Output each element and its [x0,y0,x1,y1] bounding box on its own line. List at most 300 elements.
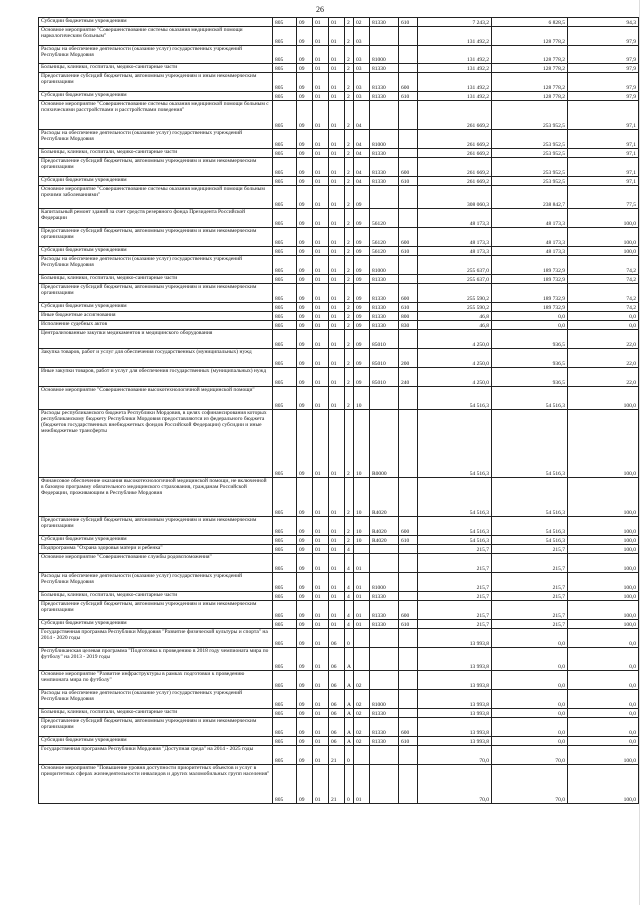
table-row [39,573,639,592]
direction-code-cell: 81330 [370,737,399,746]
event-code-cell: 03 [354,46,370,64]
planned-amount-cell: 13 993,8 [418,671,492,690]
ministry-code-cell: 805 [273,765,297,804]
direction-code-cell: 81330 [370,149,399,158]
table-row [39,601,639,620]
subprogram-code-cell: 2 [345,18,354,27]
event-code-cell: 02 [354,690,370,709]
budget-execution-table [38,17,639,804]
expense-type-code-cell [399,545,418,554]
subprogram-code-cell: 2 [345,256,354,275]
executed-amount-cell: 0,0 [492,629,568,648]
executed-amount-cell: 215,7 [492,554,568,573]
row-name-cell: Основное мероприятие "Совершенствование высокотехнологичной медицинской помощи" [39,387,273,410]
expense-type-code-cell [399,149,418,158]
planned-amount-cell: 54 516,3 [418,410,492,478]
percent-executed-cell: 97,9 [568,27,639,46]
percent-executed-cell: 100,0 [568,517,639,536]
row-name-cell: Предоставление субсидий бюджетным, автономным учреждениям и иным некоммерческим организациям [39,601,273,620]
event-code-cell: 09 [354,186,370,209]
table-row [39,545,639,554]
ministry-code-cell: 805 [273,410,297,478]
subsection-code-cell: 01 [313,545,329,554]
program-code-cell: 01 [329,228,345,247]
executed-amount-cell: 936,5 [492,349,568,368]
direction-code-cell [370,671,399,690]
subsection-code-cell: 01 [313,46,329,64]
expense-type-code-cell: 610 [399,303,418,312]
planned-amount-cell: 70,0 [418,746,492,765]
subsection-code-cell: 01 [313,73,329,92]
row-name-cell: Предоставление субсидий бюджетным, автономным учреждениям и иным некоммерческим организациям [39,228,273,247]
section-code-cell: 09 [297,312,313,321]
subsection-code-cell: 01 [313,275,329,284]
table-row [39,92,639,101]
row-name-cell: Основное мероприятие "Совершенствование системы оказания медицинской помощи больным прочими заболеваниями" [39,186,273,209]
ministry-code-cell: 805 [273,158,297,177]
program-code-cell: 01 [329,46,345,64]
planned-amount-cell: 131 492,2 [418,27,492,46]
subprogram-code-cell: 4 [345,620,354,629]
section-code-cell: 09 [297,478,313,517]
ministry-code-cell: 805 [273,620,297,629]
subprogram-code-cell: 2 [345,536,354,545]
executed-amount-cell: 936,5 [492,330,568,349]
planned-amount-cell: 7 243,2 [418,18,492,27]
event-code-cell: 03 [354,92,370,101]
expense-type-code-cell: 600 [399,517,418,536]
percent-executed-cell: 0,0 [568,718,639,737]
planned-amount-cell: 261 669,2 [418,177,492,186]
event-code-cell: 01 [354,592,370,601]
planned-amount-cell: 255 590,2 [418,284,492,303]
ministry-code-cell: 805 [273,92,297,101]
subprogram-code-cell: 2 [345,73,354,92]
subsection-code-cell: 01 [313,349,329,368]
section-code-cell: 09 [297,275,313,284]
percent-executed-cell: 0,0 [568,709,639,718]
event-code-cell: 01 [354,601,370,620]
expense-type-code-cell [399,478,418,517]
subprogram-code-cell: 2 [345,130,354,149]
percent-executed-cell: 100,0 [568,478,639,517]
ministry-code-cell: 805 [273,671,297,690]
executed-amount-cell: 253 952,5 [492,158,568,177]
executed-amount-cell: 48 173,3 [492,247,568,256]
expense-type-code-cell [399,765,418,804]
event-code-cell: 10 [354,517,370,536]
section-code-cell: 09 [297,46,313,64]
planned-amount-cell: 215,7 [418,592,492,601]
table-row [39,177,639,186]
program-code-cell: 01 [329,517,345,536]
table-row [39,330,639,349]
percent-executed-cell: 97,1 [568,130,639,149]
table-body [39,18,639,804]
expense-type-code-cell: 610 [399,92,418,101]
event-code-cell: 02 [354,709,370,718]
direction-code-cell: R4020 [370,536,399,545]
subsection-code-cell: 01 [313,620,329,629]
event-code-cell: 03 [354,64,370,73]
subprogram-code-cell: А [345,709,354,718]
ministry-code-cell: 805 [273,186,297,209]
row-name-cell: Основное мероприятие "Совершенствование системы оказания медицинской помощи наркологическим больным" [39,27,273,46]
subprogram-code-cell: 2 [345,158,354,177]
subprogram-code-cell: 2 [345,101,354,130]
direction-code-cell: 81330 [370,620,399,629]
section-code-cell: 09 [297,709,313,718]
ministry-code-cell: 805 [273,18,297,27]
program-code-cell: 01 [329,27,345,46]
executed-amount-cell: 215,7 [492,592,568,601]
table-row [39,554,639,573]
executed-amount-cell: 48 173,3 [492,209,568,228]
direction-code-cell: 81330 [370,73,399,92]
subsection-code-cell: 01 [313,158,329,177]
expense-type-code-cell: 600 [399,228,418,247]
table-row [39,536,639,545]
event-code-cell: 09 [354,321,370,330]
program-code-cell: 06 [329,629,345,648]
event-code-cell [354,648,370,671]
direction-code-cell: 81330 [370,601,399,620]
percent-executed-cell: 100,0 [568,746,639,765]
subprogram-code-cell: 2 [345,228,354,247]
executed-amount-cell: 253 952,5 [492,149,568,158]
direction-code-cell: 81330 [370,64,399,73]
ministry-code-cell: 805 [273,312,297,321]
percent-executed-cell: 0,0 [568,671,639,690]
percent-executed-cell: 100,0 [568,387,639,410]
event-code-cell: 09 [354,209,370,228]
subprogram-code-cell: 2 [345,149,354,158]
event-code-cell: 01 [354,554,370,573]
subsection-code-cell: 01 [313,64,329,73]
planned-amount-cell: 215,7 [418,554,492,573]
executed-amount-cell: 128 778,2 [492,92,568,101]
row-name-cell: Субсидии бюджетным учреждениям [39,536,273,545]
percent-executed-cell: 100,0 [568,601,639,620]
row-name-cell: Расходы на обеспечение деятельности (оказание услуг) государственных учреждений Республики Мордовия [39,256,273,275]
direction-code-cell: 81330 [370,718,399,737]
program-code-cell: 01 [329,64,345,73]
row-name-cell: Расходы на обеспечение деятельности (оказание услуг) государственных учреждений Республики Мордовия [39,130,273,149]
program-code-cell: 01 [329,209,345,228]
executed-amount-cell: 70,0 [492,765,568,804]
event-code-cell: 04 [354,177,370,186]
section-code-cell: 09 [297,284,313,303]
subsection-code-cell: 01 [313,209,329,228]
ministry-code-cell: 805 [273,228,297,247]
executed-amount-cell: 215,7 [492,545,568,554]
percent-executed-cell: 97,1 [568,149,639,158]
executed-amount-cell: 54 516,3 [492,387,568,410]
expense-type-code-cell: 600 [399,718,418,737]
section-code-cell: 09 [297,629,313,648]
row-name-cell: Предоставление субсидий бюджетным, автономным учреждениям и иным некоммерческим организациям [39,517,273,536]
ministry-code-cell: 805 [273,64,297,73]
executed-amount-cell: 215,7 [492,601,568,620]
program-code-cell: 01 [329,554,345,573]
program-code-cell: 21 [329,765,345,804]
planned-amount-cell: 48 173,3 [418,228,492,247]
executed-amount-cell: 48 173,3 [492,228,568,247]
direction-code-cell: R4020 [370,478,399,517]
subsection-code-cell: 01 [313,186,329,209]
planned-amount-cell: 48 173,3 [418,247,492,256]
expense-type-code-cell [399,410,418,478]
percent-executed-cell: 97,1 [568,101,639,130]
page-number: 26 [316,5,324,14]
table-row [39,130,639,149]
planned-amount-cell: 70,0 [418,765,492,804]
subsection-code-cell: 01 [313,130,329,149]
section-code-cell: 09 [297,671,313,690]
table-row [39,718,639,737]
subsection-code-cell: 01 [313,536,329,545]
ministry-code-cell: 805 [273,303,297,312]
subsection-code-cell: 01 [313,601,329,620]
section-code-cell: 09 [297,73,313,92]
expense-type-code-cell [399,671,418,690]
row-name-cell: Исполнение судебных актов [39,321,273,330]
table-row [39,101,639,130]
row-name-cell: Больницы, клиники, госпитали, медико-санитарные части [39,64,273,73]
table-row [39,303,639,312]
expense-type-code-cell: 600 [399,284,418,303]
ministry-code-cell: 805 [273,629,297,648]
expense-type-code-cell: 610 [399,620,418,629]
section-code-cell: 09 [297,746,313,765]
direction-code-cell: 81000 [370,573,399,592]
subsection-code-cell: 01 [313,330,329,349]
program-code-cell: 01 [329,247,345,256]
executed-amount-cell: 54 516,3 [492,410,568,478]
planned-amount-cell: 13 993,8 [418,737,492,746]
percent-executed-cell: 94,3 [568,18,639,27]
ministry-code-cell: 805 [273,648,297,671]
direction-code-cell: 81330 [370,284,399,303]
event-code-cell: 09 [354,330,370,349]
event-code-cell: 02 [354,18,370,27]
direction-code-cell [370,648,399,671]
program-code-cell: 01 [329,573,345,592]
section-code-cell: 09 [297,545,313,554]
table-row [39,765,639,804]
table-row [39,629,639,648]
row-name-cell: Предоставление субсидий бюджетным, автономным учреждениям и иным некоммерческим организациям [39,73,273,92]
direction-code-cell: 81330 [370,303,399,312]
section-code-cell: 09 [297,321,313,330]
row-name-cell: Субсидии бюджетным учреждениям [39,303,273,312]
row-name-cell: Больницы, клиники, госпитали, медико-санитарные части [39,149,273,158]
event-code-cell: 04 [354,101,370,130]
program-code-cell: 01 [329,92,345,101]
expense-type-code-cell: 830 [399,321,418,330]
planned-amount-cell: 4 250,0 [418,330,492,349]
event-code-cell: 09 [354,349,370,368]
row-name-cell: Основное мероприятие "Совершенствование службы родовспоможения" [39,554,273,573]
executed-amount-cell: 54 516,3 [492,536,568,545]
program-code-cell: 01 [329,256,345,275]
program-code-cell: 21 [329,746,345,765]
direction-code-cell [370,554,399,573]
expense-type-code-cell [399,275,418,284]
direction-code-cell: 85010 [370,368,399,387]
expense-type-code-cell [399,690,418,709]
direction-code-cell: 81330 [370,709,399,718]
table-row [39,27,639,46]
percent-executed-cell: 100,0 [568,247,639,256]
percent-executed-cell: 22,0 [568,330,639,349]
event-code-cell: 01 [354,573,370,592]
direction-code-cell: 85010 [370,330,399,349]
ministry-code-cell: 805 [273,101,297,130]
subprogram-code-cell: 2 [345,64,354,73]
program-code-cell: 01 [329,101,345,130]
planned-amount-cell: 54 516,3 [418,478,492,517]
event-code-cell: 01 [354,620,370,629]
planned-amount-cell: 131 492,2 [418,64,492,73]
section-code-cell: 09 [297,592,313,601]
planned-amount-cell: 46,8 [418,312,492,321]
table-row [39,620,639,629]
expense-type-code-cell [399,573,418,592]
event-code-cell: 10 [354,478,370,517]
direction-code-cell: 81330 [370,158,399,177]
event-code-cell: 09 [354,368,370,387]
subprogram-code-cell: 2 [345,92,354,101]
section-code-cell: 09 [297,92,313,101]
row-name-cell: Субсидии бюджетным учреждениям [39,737,273,746]
event-code-cell: 02 [354,737,370,746]
executed-amount-cell: 128 778,2 [492,46,568,64]
event-code-cell: 04 [354,130,370,149]
section-code-cell: 09 [297,410,313,478]
percent-executed-cell: 0,0 [568,629,639,648]
percent-executed-cell: 100,0 [568,536,639,545]
event-code-cell: 04 [354,158,370,177]
executed-amount-cell: 936,5 [492,368,568,387]
subprogram-code-cell: А [345,648,354,671]
ministry-code-cell: 805 [273,177,297,186]
event-code-cell: 02 [354,671,370,690]
executed-amount-cell: 253 952,5 [492,101,568,130]
ministry-code-cell: 805 [273,592,297,601]
program-code-cell: 01 [329,478,345,517]
subprogram-code-cell: 2 [345,387,354,410]
row-name-cell: Иные закупки товаров, работ и услуг для обеспечения государственных (муниципальных) нужд [39,368,273,387]
ministry-code-cell: 805 [273,275,297,284]
program-code-cell: 06 [329,737,345,746]
ministry-code-cell: 805 [273,545,297,554]
row-name-cell: Закупка товаров, работ и услуг для обеспечения государственных (муниципальных) нужд [39,349,273,368]
row-name-cell: Государственная программа Республики Мордовия "Развитие физической культуры и спорта" на 2014 - 2020 годы [39,629,273,648]
subprogram-code-cell: 0 [345,765,354,804]
subsection-code-cell: 01 [313,321,329,330]
percent-executed-cell: 22,0 [568,349,639,368]
percent-executed-cell: 100,0 [568,554,639,573]
subprogram-code-cell: 2 [345,349,354,368]
subsection-code-cell: 01 [313,92,329,101]
section-code-cell: 09 [297,158,313,177]
subsection-code-cell: 01 [313,573,329,592]
event-code-cell: 09 [354,228,370,247]
program-code-cell: 06 [329,648,345,671]
section-code-cell: 09 [297,554,313,573]
percent-executed-cell: 100,0 [568,573,639,592]
section-code-cell: 09 [297,18,313,27]
section-code-cell: 09 [297,718,313,737]
subprogram-code-cell: 4 [345,573,354,592]
executed-amount-cell: 0,0 [492,648,568,671]
planned-amount-cell: 13 993,8 [418,629,492,648]
percent-executed-cell: 97,9 [568,64,639,73]
subsection-code-cell: 01 [313,312,329,321]
planned-amount-cell: 48 173,3 [418,209,492,228]
program-code-cell: 01 [329,130,345,149]
planned-amount-cell: 215,7 [418,620,492,629]
subsection-code-cell: 01 [313,690,329,709]
percent-executed-cell: 100,0 [568,410,639,478]
row-name-cell: Субсидии бюджетным учреждениям [39,177,273,186]
expense-type-code-cell: 610 [399,177,418,186]
table-row [39,186,639,209]
expense-type-code-cell [399,209,418,228]
expense-type-code-cell [399,256,418,275]
executed-amount-cell: 189 732,9 [492,303,568,312]
program-code-cell: 01 [329,601,345,620]
subsection-code-cell: 01 [313,648,329,671]
executed-amount-cell: 0,0 [492,690,568,709]
planned-amount-cell: 46,8 [418,321,492,330]
direction-code-cell: 81330 [370,312,399,321]
subsection-code-cell: 01 [313,410,329,478]
ministry-code-cell: 805 [273,573,297,592]
direction-code-cell: 81000 [370,690,399,709]
table-row [39,18,639,27]
subsection-code-cell: 01 [313,284,329,303]
expense-type-code-cell: 610 [399,536,418,545]
percent-executed-cell: 0,0 [568,321,639,330]
direction-code-cell [370,27,399,46]
section-code-cell: 09 [297,209,313,228]
executed-amount-cell: 0,0 [492,321,568,330]
subsection-code-cell: 01 [313,101,329,130]
direction-code-cell: 56120 [370,209,399,228]
table-row [39,690,639,709]
executed-amount-cell: 253 952,5 [492,130,568,149]
expense-type-code-cell [399,130,418,149]
program-code-cell: 01 [329,536,345,545]
expense-type-code-cell [399,101,418,130]
subsection-code-cell: 01 [313,737,329,746]
planned-amount-cell: 255 637,0 [418,275,492,284]
ministry-code-cell: 805 [273,149,297,158]
direction-code-cell: 85010 [370,349,399,368]
table-row [39,228,639,247]
executed-amount-cell: 54 516,3 [492,478,568,517]
subprogram-code-cell: 2 [345,410,354,478]
table-row [39,478,639,517]
event-code-cell [354,746,370,765]
ministry-code-cell: 805 [273,517,297,536]
executed-amount-cell: 189 732,9 [492,284,568,303]
subsection-code-cell: 01 [313,629,329,648]
event-code-cell: 01 [354,765,370,804]
direction-code-cell: 81000 [370,46,399,64]
